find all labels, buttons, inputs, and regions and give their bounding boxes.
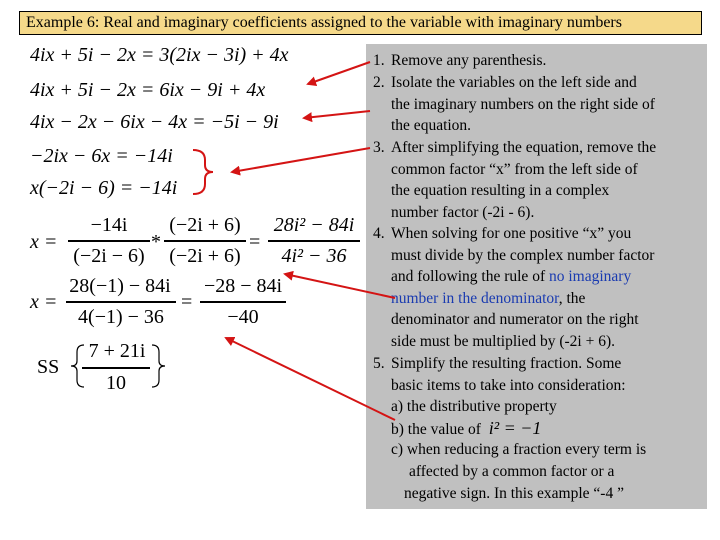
fraction3-numerator: 28i² − 84i xyxy=(273,214,355,236)
equation-line-3: 4ix − 2x − 6ix − 4x = −5i − 9i xyxy=(30,111,279,133)
equals-sign: = xyxy=(249,231,261,253)
arrow-step1 xyxy=(308,62,370,84)
solution-numerator: 7 + 21i xyxy=(88,340,146,362)
step-text: denominator and numerator on the right xyxy=(391,311,639,329)
step-number: 1. xyxy=(373,52,385,69)
x-equals: x = xyxy=(30,231,58,253)
equation-line-5: x(−2i − 6) = −14i xyxy=(30,177,178,199)
i-value-math: i² = −1 xyxy=(488,417,542,438)
set-brace-left xyxy=(71,345,84,387)
step-text: the equation resulting in a complex xyxy=(391,182,610,200)
step-number: 2. xyxy=(373,74,385,91)
fraction1-denominator: (−2i − 6) xyxy=(73,245,145,267)
fraction5-numerator: −28 − 84i xyxy=(203,275,283,297)
step-number: 3. xyxy=(373,139,385,156)
equation-line-1: 4ix + 5i − 2x = 3(2ix − 3i) + 4x xyxy=(30,44,289,66)
step-text: the equation. xyxy=(391,117,472,135)
step-text: must divide by the complex number factor xyxy=(391,246,655,264)
step-text: common factor “x” from the left side of xyxy=(391,160,638,178)
step-text: a) the distributive property xyxy=(391,398,557,416)
step-number: 4. xyxy=(373,225,385,242)
highlight-text: number in the denominator xyxy=(391,289,559,307)
times-sign: * xyxy=(151,231,161,253)
step-text: b) the value of xyxy=(391,420,481,438)
step-text: the imaginary numbers on the right side of xyxy=(391,95,655,113)
fraction5-denominator: −40 xyxy=(227,306,259,328)
step-text: Remove any parenthesis. xyxy=(391,52,547,69)
x-equals-2: x = xyxy=(30,291,58,313)
step-text: c) when reducing a fraction every term is xyxy=(391,441,647,459)
fraction1-numerator: −14i xyxy=(90,214,128,236)
step-text: Isolate the variables on the left side and xyxy=(391,74,637,91)
step-text: Simplify the resulting fraction. Some xyxy=(391,355,622,372)
fraction2-denominator: (−2i + 6) xyxy=(169,245,241,267)
fraction3-denominator: 4i² − 36 xyxy=(281,245,347,267)
arrow-step3 xyxy=(232,148,370,172)
set-brace-right xyxy=(152,345,165,387)
solution-set-label: SS xyxy=(37,356,60,378)
arrow-step4 xyxy=(285,274,395,298)
fraction4-numerator: 28(−1) − 84i xyxy=(69,275,171,297)
fraction4-denominator: 4(−1) − 36 xyxy=(78,306,164,328)
highlight-text: no imaginary xyxy=(548,268,632,286)
step-text: After simplifying the equation, remove the xyxy=(391,139,657,156)
equation-line-4: −2ix − 6x = −14i xyxy=(30,145,173,167)
brace-red xyxy=(193,150,213,194)
step-text: affected by a common factor or a xyxy=(409,463,615,480)
equals-sign-2: = xyxy=(181,291,193,313)
step-text: negative sign. In this example “-4 ” xyxy=(404,484,624,502)
step-text: number factor (-2i - 6). xyxy=(391,203,535,221)
step-text: side must be multiplied by (-2i + 6). xyxy=(391,333,615,350)
equation-line-2: 4ix + 5i − 2x = 6ix − 9i + 4x xyxy=(30,79,266,101)
step-text: basic items to take into consideration: xyxy=(391,376,626,394)
solution-denominator: 10 xyxy=(106,372,126,394)
step-number: 5. xyxy=(373,355,385,372)
fraction2-numerator: (−2i + 6) xyxy=(169,214,241,236)
step-text: , the xyxy=(558,289,586,307)
arrow-step5 xyxy=(226,338,395,420)
step-text: When solving for one positive “x” you xyxy=(391,225,632,242)
slide-title: Example 6: Real and imaginary coefficients assigned to the variable with imaginary numbers xyxy=(19,11,702,35)
step-text: and following the rule of xyxy=(391,268,546,286)
arrow-step2 xyxy=(304,111,370,118)
